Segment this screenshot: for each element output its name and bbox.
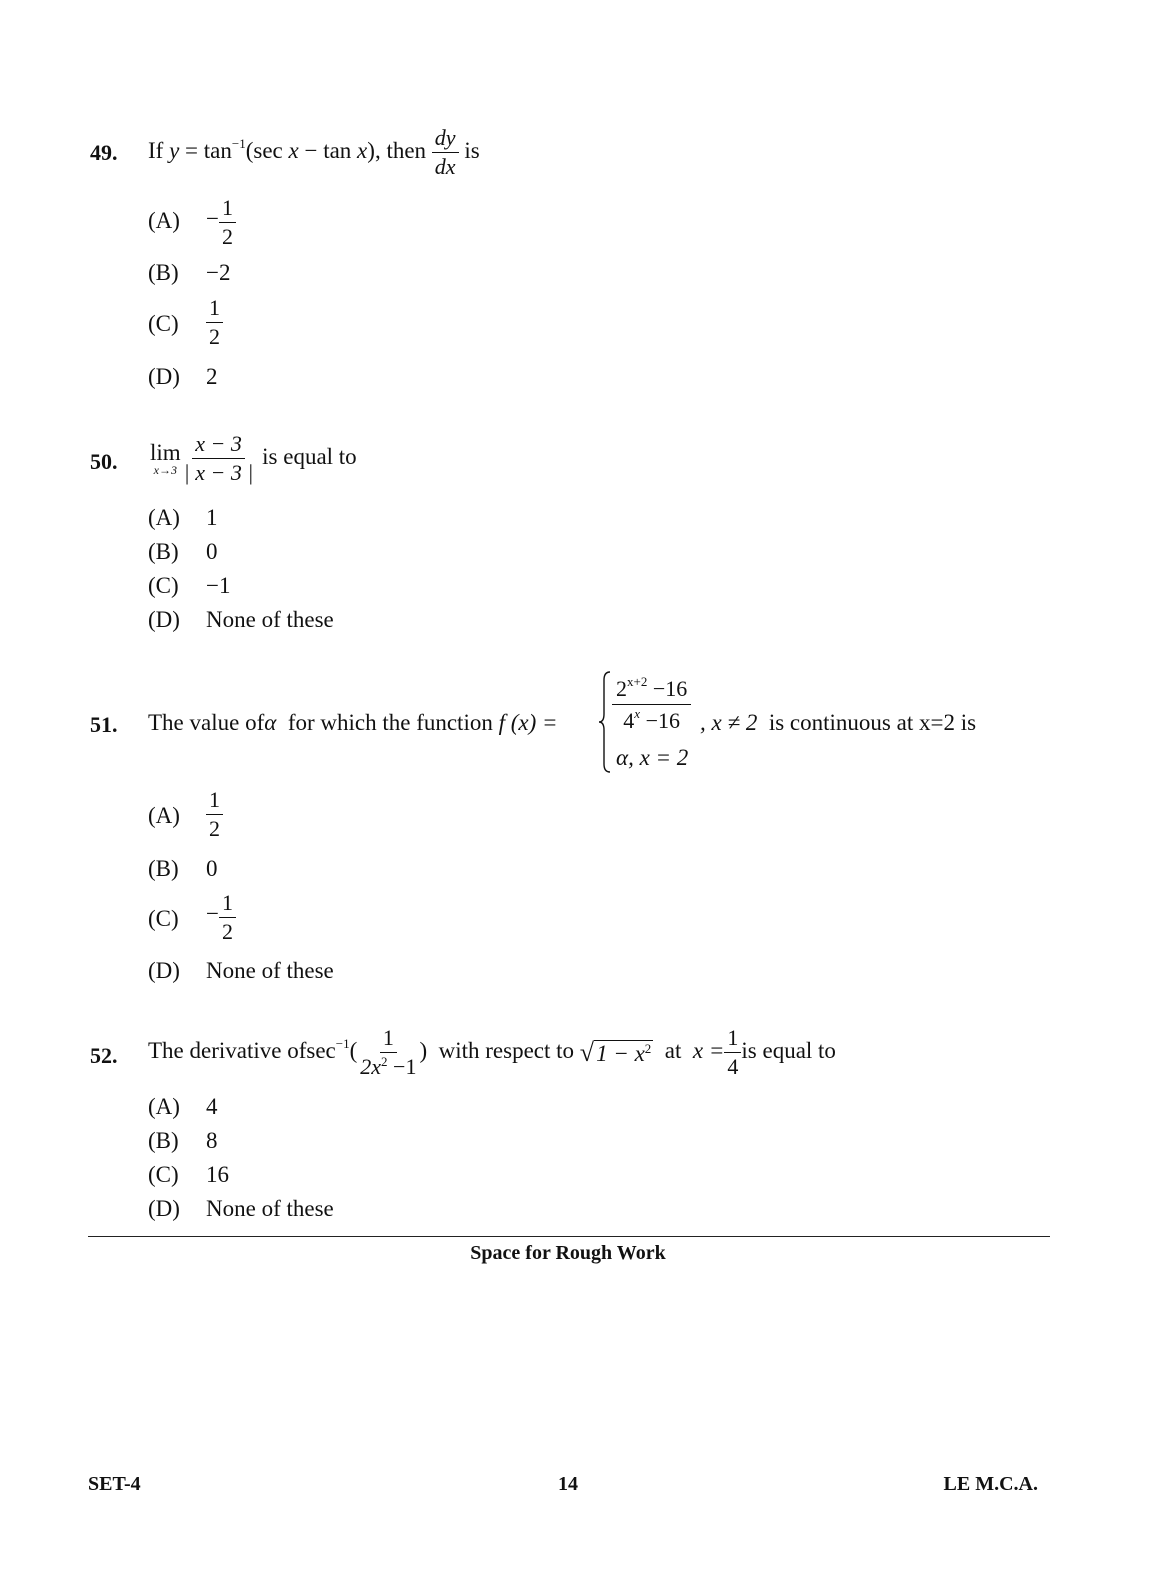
q52-at-fraction <box>724 1026 741 1079</box>
q51-num-rest: −16 <box>652 676 688 701</box>
q52-suffix: is equal to <box>741 1037 836 1063</box>
option-value: 1 <box>206 505 218 530</box>
question-49-stem <box>148 126 480 179</box>
q49-tan: = tan <box>185 137 232 163</box>
option-label: (C) <box>148 1162 179 1187</box>
option-value: None of these <box>206 607 334 632</box>
q51-cond: , x ≠ 2 <box>700 710 758 735</box>
q51-case2: α, x = 2 <box>616 745 689 770</box>
option-value: None of these <box>206 958 334 983</box>
fraction-num: 1 <box>219 891 236 918</box>
q51-num-base: 2 <box>616 676 627 701</box>
fraction-den: 2 <box>221 919 233 945</box>
q50-limit <box>150 441 181 476</box>
question-50-stem <box>150 432 357 485</box>
q52-at-num: 1 <box>724 1026 741 1053</box>
option-label: (B) <box>148 856 179 881</box>
q49-prefix: If <box>148 137 164 163</box>
option-value: −2 <box>206 260 231 285</box>
q51-mid: for which the function <box>287 710 493 735</box>
option-fraction <box>219 891 236 944</box>
q52-frac-den-b: −1 <box>387 1054 417 1080</box>
q49-is: is <box>464 137 480 163</box>
question-51-prefix <box>148 710 558 736</box>
rough-work-divider <box>88 1236 1050 1237</box>
question-50-number: 50. <box>90 449 118 474</box>
q49-arg-open: (sec <box>245 137 283 163</box>
q49-dx: dx <box>434 154 456 180</box>
option-value: −1 <box>206 573 231 598</box>
q49-derivative-fraction <box>432 126 459 179</box>
q51-option-a[interactable] <box>148 788 348 844</box>
option-value: 0 <box>206 856 218 881</box>
option-label: (D) <box>148 607 180 632</box>
question-52-number: 52. <box>90 1043 118 1068</box>
q52-wrt: with respect to <box>438 1037 575 1063</box>
fraction-num: 1 <box>219 196 236 223</box>
question-51-number: 51. <box>90 712 118 737</box>
q49-y: y <box>169 137 180 163</box>
option-label: (D) <box>148 364 180 389</box>
q52-close: ) <box>419 1037 428 1063</box>
q50-lim-sub: x→3 <box>153 463 177 478</box>
option-fraction <box>219 196 236 249</box>
option-value: None of these <box>206 1196 334 1221</box>
option-label: (C) <box>148 573 179 598</box>
q52-x-eq: x = <box>692 1037 725 1063</box>
q50-lim: lim <box>150 440 181 466</box>
q51-num-exp: x+2 <box>627 674 648 689</box>
q49-x2: x <box>357 137 368 163</box>
q52-fraction <box>357 1026 419 1079</box>
q49-then: , then <box>374 137 427 163</box>
q52-at-den: 4 <box>727 1054 739 1080</box>
q52-sec: sec <box>306 1037 336 1063</box>
option-label: (A) <box>148 208 180 233</box>
option-value: 4 <box>206 1094 218 1119</box>
q52-frac-den-a: 2x <box>360 1054 382 1080</box>
q50-num: x − 3 <box>192 432 245 459</box>
footer-course: LE M.C.A. <box>943 1473 1038 1495</box>
q50-den: | x − 3 | <box>183 460 254 486</box>
q52-frac-num: 1 <box>380 1026 397 1053</box>
q49-inverse-exponent: −1 <box>231 135 246 151</box>
option-value: 16 <box>206 1162 229 1187</box>
q51-case1-condition <box>700 710 976 736</box>
q52-at: at <box>664 1037 682 1063</box>
q52-open: ( <box>349 1037 358 1063</box>
footer-page-number: 14 <box>558 1473 578 1495</box>
question-52-stem <box>148 1026 836 1079</box>
option-label: (A) <box>148 505 180 530</box>
option-label: (B) <box>148 539 179 564</box>
option-sign: − <box>206 205 219 231</box>
q49-dy: dy <box>432 126 459 153</box>
q51-case1-fraction <box>612 676 691 734</box>
q52-prefix: The derivative of <box>148 1037 307 1063</box>
question-49-number: 49. <box>90 140 118 165</box>
option-label: (D) <box>148 1196 180 1221</box>
q49-option-a[interactable] <box>148 196 348 252</box>
q50-suffix: is equal to <box>262 443 357 469</box>
q51-brace <box>598 670 612 774</box>
rough-work-label: Space for Rough Work <box>470 1242 666 1264</box>
option-sign: − <box>206 900 219 926</box>
option-value <box>206 196 236 249</box>
q51-option-c[interactable] <box>148 891 348 947</box>
q52-sqrt-exp: 2 <box>644 1040 652 1056</box>
q49-minus-tan: − tan <box>304 137 352 163</box>
q51-alpha: α <box>264 710 277 735</box>
option-value: 0 <box>206 539 218 564</box>
fraction-num: 1 <box>206 788 223 815</box>
option-value: 8 <box>206 1128 218 1153</box>
fraction-den: 2 <box>209 324 220 350</box>
q52-sqrt: $√1 - x^2$ <box>579 1037 652 1067</box>
q49-x1: x <box>288 137 299 163</box>
option-label: (B) <box>148 1128 179 1153</box>
q51-prefix-text: The value of <box>148 710 265 735</box>
fraction-den: 2 <box>209 816 220 842</box>
q49-option-c[interactable] <box>148 296 348 352</box>
option-label: (C) <box>148 906 179 931</box>
q52-sqrt-body: 1 − x <box>596 1040 645 1066</box>
option-label: (A) <box>148 1094 180 1119</box>
q51-suffix: is continuous at x=2 is <box>768 710 977 735</box>
option-fraction <box>206 296 223 349</box>
q49-arg-close: ) <box>367 137 375 163</box>
q52-frac-den-exp: 2 <box>381 1054 388 1070</box>
q51-den-base: 4 <box>623 708 635 734</box>
option-label: (B) <box>148 260 179 285</box>
footer-set: SET-4 <box>88 1473 141 1495</box>
q51-den-rest: −16 <box>645 708 680 734</box>
q51-fx: f (x) = <box>498 710 558 735</box>
option-fraction <box>206 788 223 841</box>
option-value: 2 <box>206 364 218 389</box>
option-label: (C) <box>148 311 179 336</box>
q50-fraction <box>181 432 257 485</box>
option-label: (A) <box>148 803 180 828</box>
q52-inverse-exponent: −1 <box>335 1035 350 1051</box>
fraction-num: 1 <box>206 296 223 323</box>
option-label: (D) <box>148 958 180 983</box>
fraction-den: 2 <box>221 224 233 250</box>
q51-den-exp: x <box>634 706 641 722</box>
